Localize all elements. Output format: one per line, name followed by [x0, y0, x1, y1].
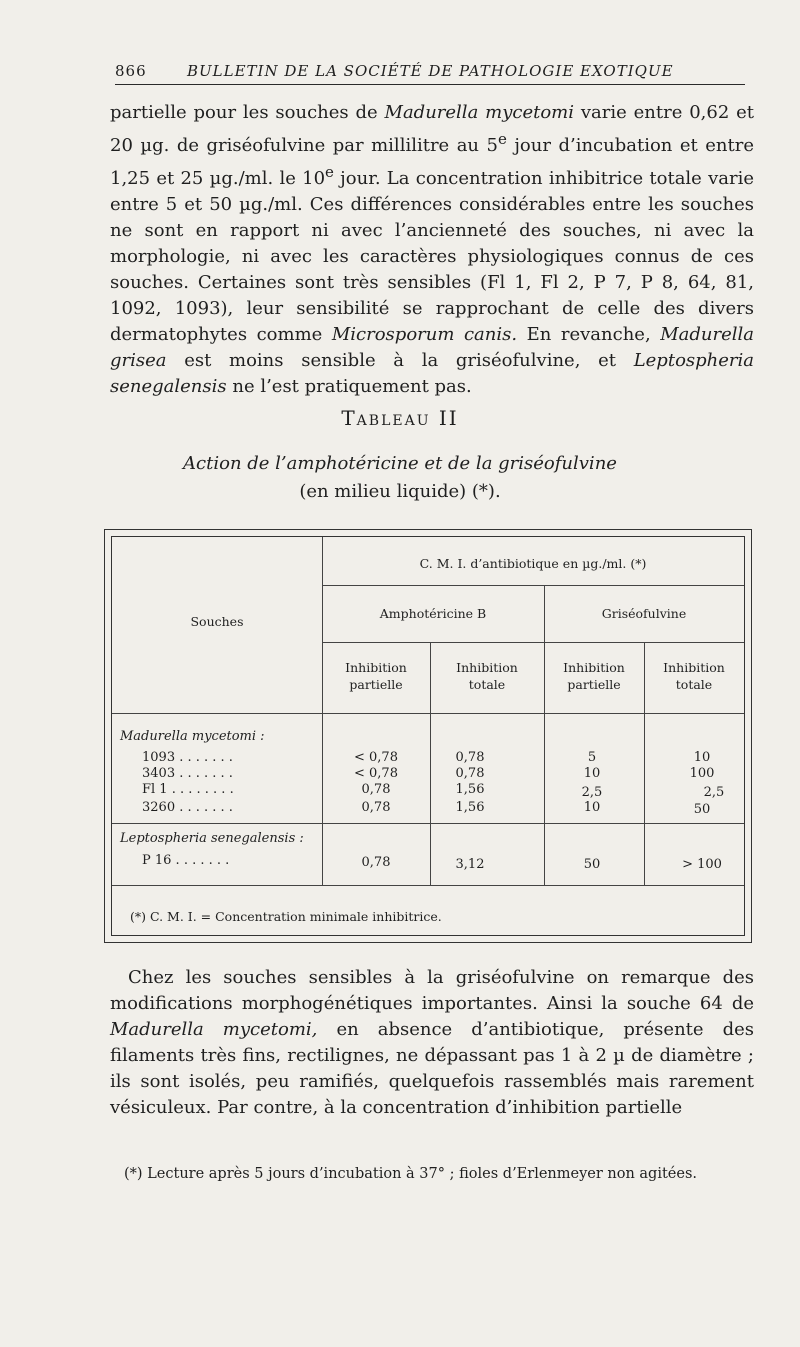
- row-strain-name: 3403 . . . . . . .: [142, 766, 233, 781]
- group-label-madurella: Madurella mycetomi :: [120, 729, 265, 744]
- cell-value: < 0,78: [354, 766, 398, 781]
- cell-value: 0,78: [361, 800, 391, 815]
- cell-value: 2,5: [703, 785, 725, 800]
- data-table: [111, 536, 745, 936]
- cell-value: 3,12: [455, 857, 485, 872]
- text-run: ne l’est pratiquement pas.: [226, 376, 472, 397]
- col-divider: [544, 585, 545, 885]
- row-strain-name: 1093 . . . . . . .: [142, 750, 233, 765]
- cell-value: 0,78: [455, 750, 485, 765]
- cell-value: 50: [583, 857, 601, 872]
- row-divider: [322, 585, 744, 586]
- table-title: Tableau II: [341, 406, 459, 430]
- table-outer-frame: [104, 529, 752, 943]
- cell-value: 2,5: [581, 785, 603, 800]
- text-run: est moins sensible à la griséofulvine, et: [166, 350, 634, 371]
- row-divider: [112, 713, 744, 714]
- cell-value: 0,78: [361, 855, 391, 870]
- running-header: [115, 58, 745, 85]
- cell-value: 0,78: [455, 766, 485, 781]
- cell-value: 100: [689, 766, 715, 781]
- row-strain-name: Fl 1 . . . . . . . .: [142, 782, 234, 797]
- text-run: En revanche,: [517, 324, 661, 345]
- col-divider: [322, 537, 323, 885]
- group-label-leptospheria: Leptospheria senegalensis :: [120, 831, 304, 846]
- text-run: varie entre 0,62 et 20 µg. de griséofulvine par millilitre au 5: [110, 102, 755, 156]
- caption-line-1: Action de l’amphotéricine et de la griséofulvine: [183, 453, 617, 474]
- header-amphotericine: Amphotéricine B: [379, 606, 487, 621]
- header-souches: Souches: [190, 614, 244, 629]
- row-strain-name: 3260 . . . . . . .: [142, 800, 233, 815]
- cell-value: > 100: [682, 857, 722, 872]
- text-run: Chez les souches sensibles à la griséofulvine on remarque des modifications morphogénétiques importantes. Ainsi la souche 64 de: [110, 967, 754, 1014]
- cell-value: 1,56: [455, 782, 485, 797]
- row-divider: [322, 642, 744, 643]
- cell-value: 1,56: [455, 800, 485, 815]
- species-name: Madurella mycetomi,: [110, 1019, 318, 1040]
- superscript: e: [325, 163, 334, 181]
- subheader-griseo-partielle: Inhibition partielle: [563, 660, 625, 692]
- text-run: en absence d’antibiotique, présente des filaments très fins, rectilignes, ne dépassant pas 1 à 2 µ de diamètre ; ils sont isolés, peu ramifiés, quelquefois rassemblés mais rarement vésiculeux. Par contre, à la concentration d’inhibition partielle: [110, 1019, 754, 1118]
- text-run: partielle pour les souches de: [110, 102, 385, 123]
- cell-value: 50: [693, 802, 711, 817]
- cell-value: < 0,78: [354, 750, 398, 765]
- text-run: jour. La concentration inhibitrice totale varie entre 5 et 50 µg./ml. Ces différences considérables entre les souches ne sont en rapport ni avec l’ancienneté des souches, ni avec la morphologie, ni avec les caractères physiologiques connus de ces souches. Certaines sont très sensibles (Fl 1, Fl 2, P 7, P 8, 64, 81, 1092, 1093), leur sensibilité se rapprochant de celle des divers dermatophytes comme: [110, 168, 755, 345]
- row-divider: [112, 823, 744, 824]
- superscript: e: [497, 130, 507, 148]
- species-name: Madurella mycetomi: [384, 102, 575, 123]
- cell-value: 10: [583, 800, 601, 815]
- caption-line-2: (en milieu liquide) (*).: [299, 481, 501, 502]
- species-name: Madurella grisea: [110, 324, 754, 371]
- paragraph-1: [110, 100, 754, 400]
- subheader-ampho-partielle: Inhibition partielle: [345, 660, 407, 692]
- text-run: jour d’incubation et entre 1,25 et 25 µg./ml. le 10: [110, 135, 754, 189]
- species-name: Leptospheria senegalensis: [110, 350, 754, 397]
- cell-value: 5: [587, 750, 597, 765]
- row-divider: [112, 885, 744, 886]
- species-name: Microsporum canis.: [331, 324, 518, 345]
- row-strain-name: P 16 . . . . . . .: [142, 853, 230, 868]
- header-griseofulvine: Griséofulvine: [601, 606, 687, 621]
- journal-title: BULLETIN DE LA SOCIÉTÉ DE PATHOLOGIE EXOTIQUE: [187, 62, 674, 80]
- subheader-ampho-totale: Inhibition totale: [456, 660, 518, 692]
- table-footnote: (*) C. M. I. = Concentration minimale inhibitrice.: [130, 909, 442, 924]
- page-number: 866: [115, 62, 147, 80]
- subheader-griseo-totale: Inhibition totale: [663, 660, 725, 692]
- cell-value: 0,78: [361, 782, 391, 797]
- header-cmi: C. M. I. d’antibiotique en µg./ml. (*): [419, 556, 647, 571]
- paragraph-2: [110, 965, 754, 1121]
- page-footnote: (*) Lecture après 5 jours d’incubation à 37° ; fioles d’Erlenmeyer non agitées.: [124, 1166, 698, 1182]
- cell-value: 10: [583, 766, 601, 781]
- table-caption: [0, 450, 800, 506]
- cell-value: 10: [693, 750, 711, 765]
